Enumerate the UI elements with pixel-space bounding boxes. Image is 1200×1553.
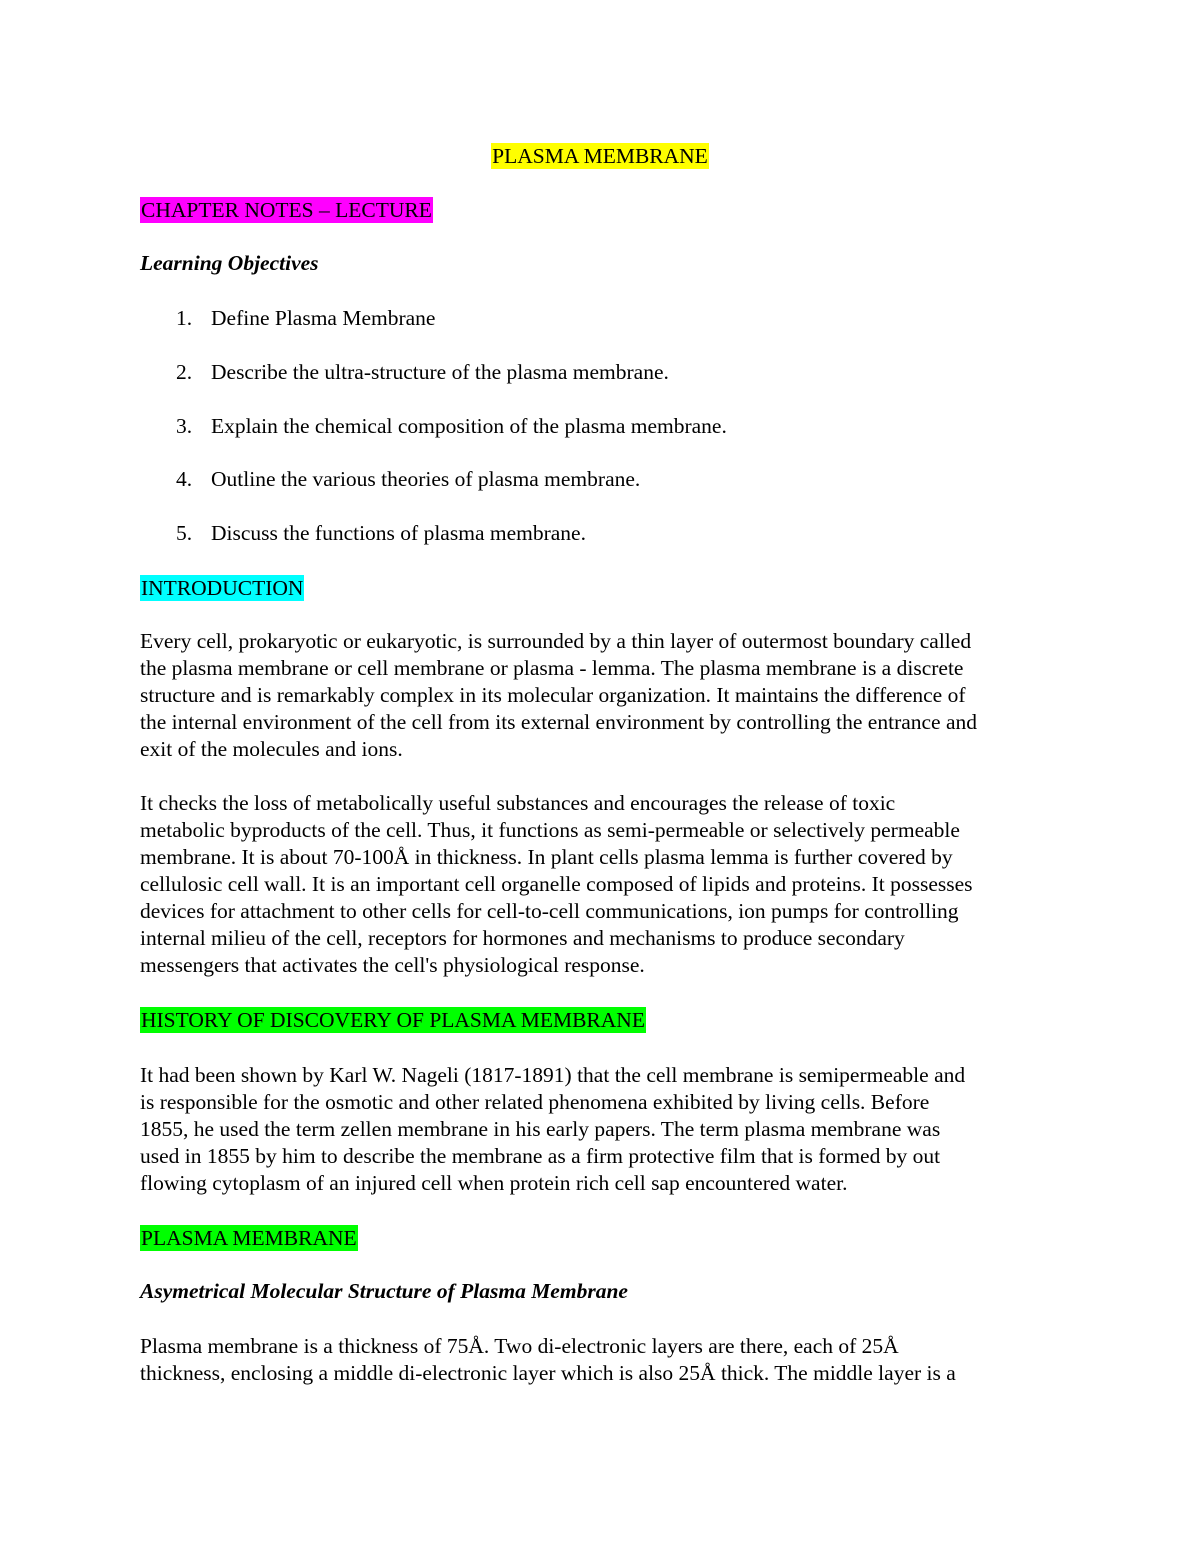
paragraph-line: 1855, he used the term zellen membrane in his early papers. The term plasma membrane was	[140, 1117, 941, 1141]
objective-text: Outline the various theories of plasma membrane.	[211, 467, 641, 492]
paragraph-line: thickness, enclosing a middle di-electronic layer which is also 25Å thick. The middle layer is a	[140, 1361, 956, 1385]
history-heading: HISTORY OF DISCOVERY OF PLASMA MEMBRANE	[141, 1008, 645, 1032]
paragraph-line: internal milieu of the cell, receptors for hormones and mechanisms to produce secondary	[140, 926, 905, 950]
objective-number: 4.	[176, 467, 193, 492]
objective-text: Define Plasma Membrane	[211, 306, 436, 330]
paragraph-line: exit of the molecules and ions.	[140, 737, 403, 761]
paragraph-line: flowing cytoplasm of an injured cell when protein rich cell sap encountered water.	[140, 1171, 848, 1195]
paragraph-line: cellulosic cell wall. It is an important cell organelle composed of lipids and proteins. It possesses	[140, 872, 973, 896]
objective-number: 1.	[176, 306, 193, 330]
learning-objectives-heading: Learning Objectives	[140, 251, 319, 275]
introduction-paragraph-2	[140, 790, 1070, 979]
objective-text: Discuss the functions of plasma membrane.	[211, 521, 586, 546]
asymmetrical-structure-subheading: Asymetrical Molecular Structure of Plasma Membrane	[140, 1279, 628, 1303]
history-paragraph	[140, 1062, 1070, 1197]
title-row	[0, 143, 1200, 169]
paragraph-line: It had been shown by Karl W. Nageli (1817-1891) that the cell membrane is semipermeable and	[140, 1063, 966, 1087]
objective-number: 5.	[176, 521, 193, 546]
paragraph-line: membrane. It is about 70-100Å in thickness. In plant cells plasma lemma is further covered by	[140, 845, 953, 869]
paragraph-line: the internal environment of the cell from its external environment by controlling the entrance and	[140, 710, 978, 734]
plasma-membrane-heading-row	[140, 1225, 358, 1251]
objective-text: Explain the chemical composition of the plasma membrane.	[211, 413, 727, 438]
paragraph-line: metabolic byproducts of the cell. Thus, it functions as semi-permeable or selectively permeable	[140, 818, 960, 842]
paragraph-line: Every cell, prokaryotic or eukaryotic, is surrounded by a thin layer of outermost boundary called	[140, 629, 972, 653]
introduction-heading: INTRODUCTION	[141, 576, 304, 600]
objective-number: 3.	[176, 413, 193, 438]
plasma-membrane-heading: PLASMA MEMBRANE	[141, 1226, 357, 1250]
paragraph-line: devices for attachment to other cells for cell-to-cell communications, ion pumps for controlling	[140, 899, 959, 923]
chapter-notes-label: CHAPTER NOTES – LECTURE	[141, 198, 432, 222]
paragraph-line: It checks the loss of metabolically useful substances and encourages the release of toxic	[140, 791, 896, 815]
paragraph-line: Plasma membrane is a thickness of 75Å. Two di-electronic layers are there, each of 25Å	[140, 1334, 899, 1358]
introduction-heading-row	[140, 575, 304, 601]
paragraph-line: is responsible for the osmotic and other related phenomena exhibited by living cells. Before	[140, 1090, 930, 1114]
paragraph-line: structure and is remarkably complex in its molecular organization. It maintains the difference of	[140, 683, 966, 707]
history-heading-row	[140, 1007, 646, 1033]
document-title: PLASMA MEMBRANE	[492, 144, 708, 168]
paragraph-line: the plasma membrane or cell membrane or plasma - lemma. The plasma membrane is a discrete	[140, 656, 964, 680]
paragraph-line: used in 1855 by him to describe the membrane as a firm protective film that is formed by out	[140, 1144, 941, 1168]
introduction-paragraph-1	[140, 628, 1070, 763]
chapter-heading-row	[140, 197, 433, 223]
paragraph-line: messengers that activates the cell's physiological response.	[140, 953, 645, 977]
objective-text: Describe the ultra-structure of the plasma membrane.	[211, 359, 669, 384]
plasma-membrane-paragraph	[140, 1333, 1070, 1387]
objective-number: 2.	[176, 359, 193, 384]
